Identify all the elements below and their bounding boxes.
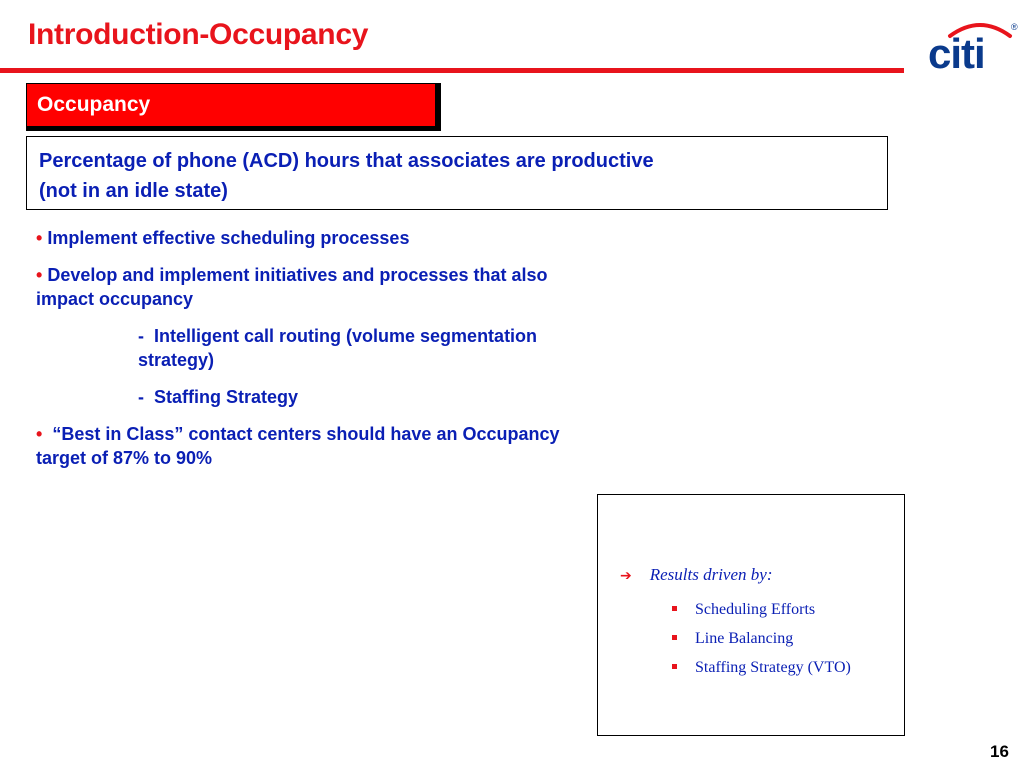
definition-box [26, 136, 888, 210]
results-heading [620, 565, 772, 585]
square-bullet-icon [672, 635, 677, 640]
results-item-text: Staffing Strategy (VTO) [695, 659, 851, 676]
arrow-right-icon: ➔ [620, 568, 632, 584]
bullet-list [36, 226, 726, 483]
bullet-marker: • [36, 265, 43, 285]
bullet-text-line-1: Develop and implement initiatives and processes that also [47, 265, 548, 285]
bullet-text-line-2: target of 87% to 90% [36, 448, 213, 468]
section-tag-shadow [26, 83, 441, 131]
results-box [597, 494, 905, 736]
results-item [672, 624, 851, 653]
bullet-text-line-1: “Best in Class” contact centers should have an Occupancy [52, 424, 560, 444]
results-item [672, 595, 851, 624]
definition-line-2: (not in an idle state) [39, 180, 228, 202]
logo-registered-mark: ® [1011, 22, 1018, 32]
results-item-text: Line Balancing [695, 630, 794, 647]
bullet-item [36, 263, 726, 311]
sub-bullet-text: Staffing Strategy [154, 387, 299, 407]
sub-bullet-marker: - [138, 387, 144, 407]
sub-bullet-text-line-2: strategy) [138, 350, 215, 370]
definition-line-1: Percentage of phone (ACD) hours that associates are productive [39, 150, 654, 172]
sub-bullet-item [36, 385, 726, 409]
square-bullet-icon [672, 606, 677, 611]
section-tag: Occupancy [26, 83, 436, 127]
results-item [672, 653, 851, 682]
bullet-item [36, 226, 726, 250]
bullet-text: Implement effective scheduling processes [47, 228, 410, 248]
sub-bullet-item [36, 324, 726, 372]
sub-bullet-text-line-1: Intelligent call routing (volume segmentation [154, 326, 538, 346]
bullet-marker: • [36, 228, 43, 248]
sub-bullet-marker: - [138, 326, 144, 346]
results-list [672, 595, 851, 682]
slide-title: Introduction-Occupancy [28, 18, 369, 51]
citi-logo [922, 8, 1020, 74]
bullet-text-line-2: impact occupancy [36, 289, 194, 309]
results-heading-text: Results driven by: [649, 565, 773, 584]
logo-wordmark: citi [928, 30, 985, 74]
square-bullet-icon [672, 664, 677, 669]
page-number: 16 [990, 742, 1009, 761]
results-item-text: Scheduling Efforts [695, 601, 816, 618]
title-underline [0, 68, 904, 73]
bullet-marker: • [36, 424, 43, 444]
bullet-item [36, 422, 726, 470]
